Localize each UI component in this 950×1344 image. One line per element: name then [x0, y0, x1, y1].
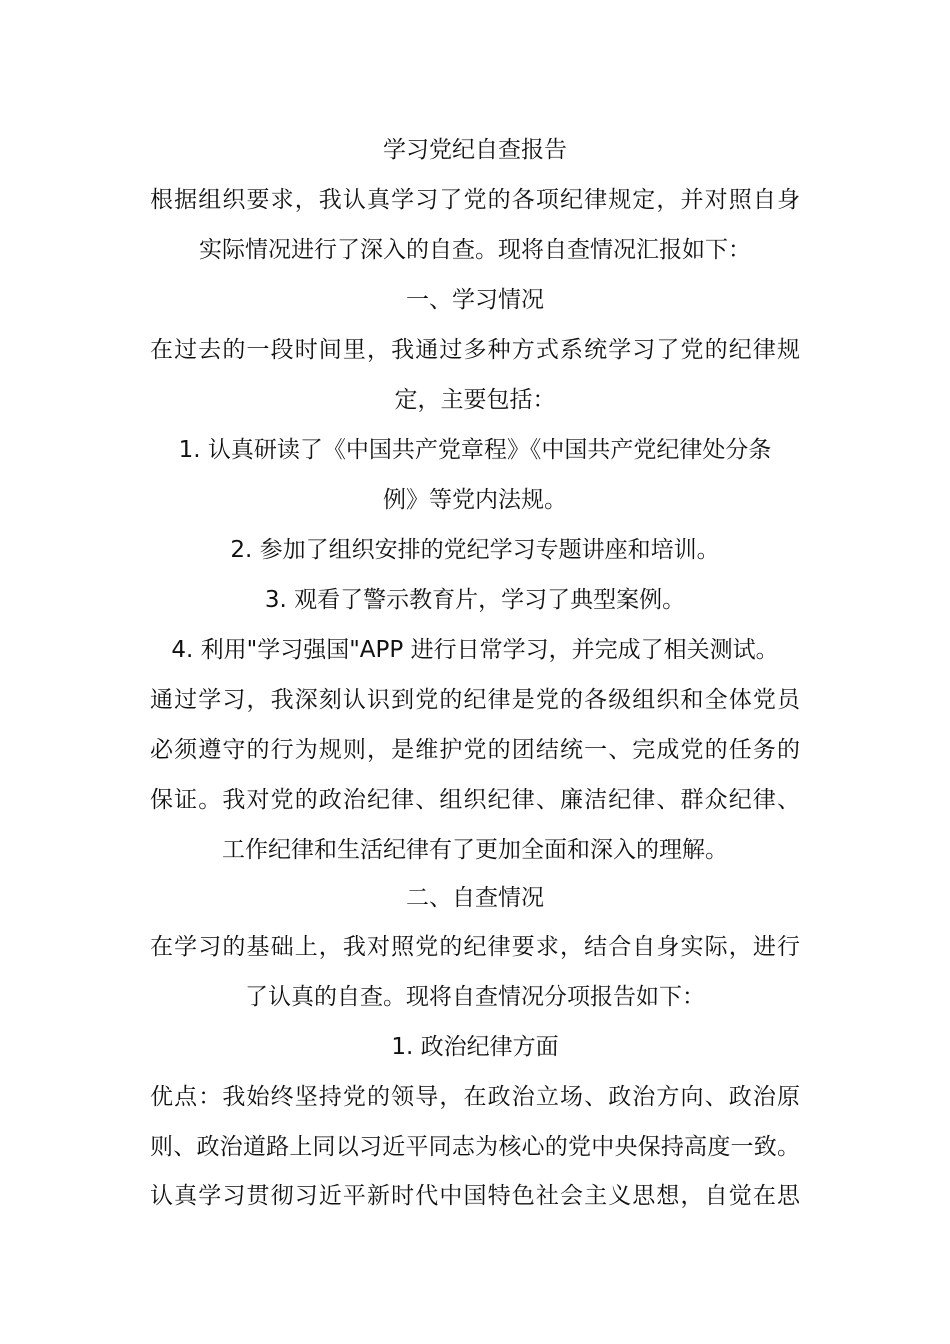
section2-sub1-line-1: 优点：我始终坚持党的领导，在政治立场、政治方向、政治原	[150, 1084, 800, 1110]
section1-summary-line-4: 工作纪律和生活纪律有了更加全面和深入的理解。	[222, 837, 728, 863]
intro-line-1: 根据组织要求，我认真学习了党的各项纪律规定，并对照自身	[150, 187, 800, 213]
section2-sub1-line-2: 则、政治道路上同以习近平同志为核心的党中央保持高度一致。	[150, 1134, 800, 1160]
section1-intro-line-2: 定，主要包括：	[394, 387, 556, 413]
section2-intro-line-2: 了认真的自查。现将自查情况分项报告如下：	[245, 984, 705, 1010]
section1-item-1a: 1. 认真研读了《中国共产党章程》《中国共产党纪律处分条	[178, 437, 772, 463]
section1-summary-line-2: 必须遵守的行为规则，是维护党的团结统一、完成党的任务的	[150, 737, 800, 763]
section1-summary-line-1: 通过学习，我深刻认识到党的纪律是党的各级组织和全体党员	[150, 687, 800, 713]
section2-intro-line-1: 在学习的基础上，我对照党的纪律要求，结合自身实际，进行	[150, 934, 800, 960]
section1-item-4: 4. 利用"学习强国"APP 进行日常学习，并完成了相关测试。	[171, 637, 779, 663]
section2-sub1-line-3: 认真学习贯彻习近平新时代中国特色社会主义思想，自觉在思	[150, 1183, 800, 1209]
intro-line-2: 实际情况进行了深入的自查。现将自查情况汇报如下：	[199, 237, 751, 263]
section1-heading: 一、学习情况	[406, 287, 544, 313]
section2-sub1-heading: 1. 政治纪律方面	[391, 1034, 559, 1060]
section1-summary-line-3: 保证。我对党的政治纪律、组织纪律、廉洁纪律、群众纪律、	[150, 787, 800, 813]
section1-item-3: 3. 观看了警示教育片，学习了典型案例。	[264, 587, 686, 613]
document-title: 学习党纪自查报告	[383, 137, 567, 163]
section1-item-1b: 例》等党内法规。	[383, 487, 567, 513]
section1-intro-line-1: 在过去的一段时间里，我通过多种方式系统学习了党的纪律规	[150, 337, 800, 363]
section2-heading: 二、自查情况	[406, 885, 544, 911]
section1-item-2: 2. 参加了组织安排的党纪学习专题讲座和培训。	[230, 537, 720, 563]
